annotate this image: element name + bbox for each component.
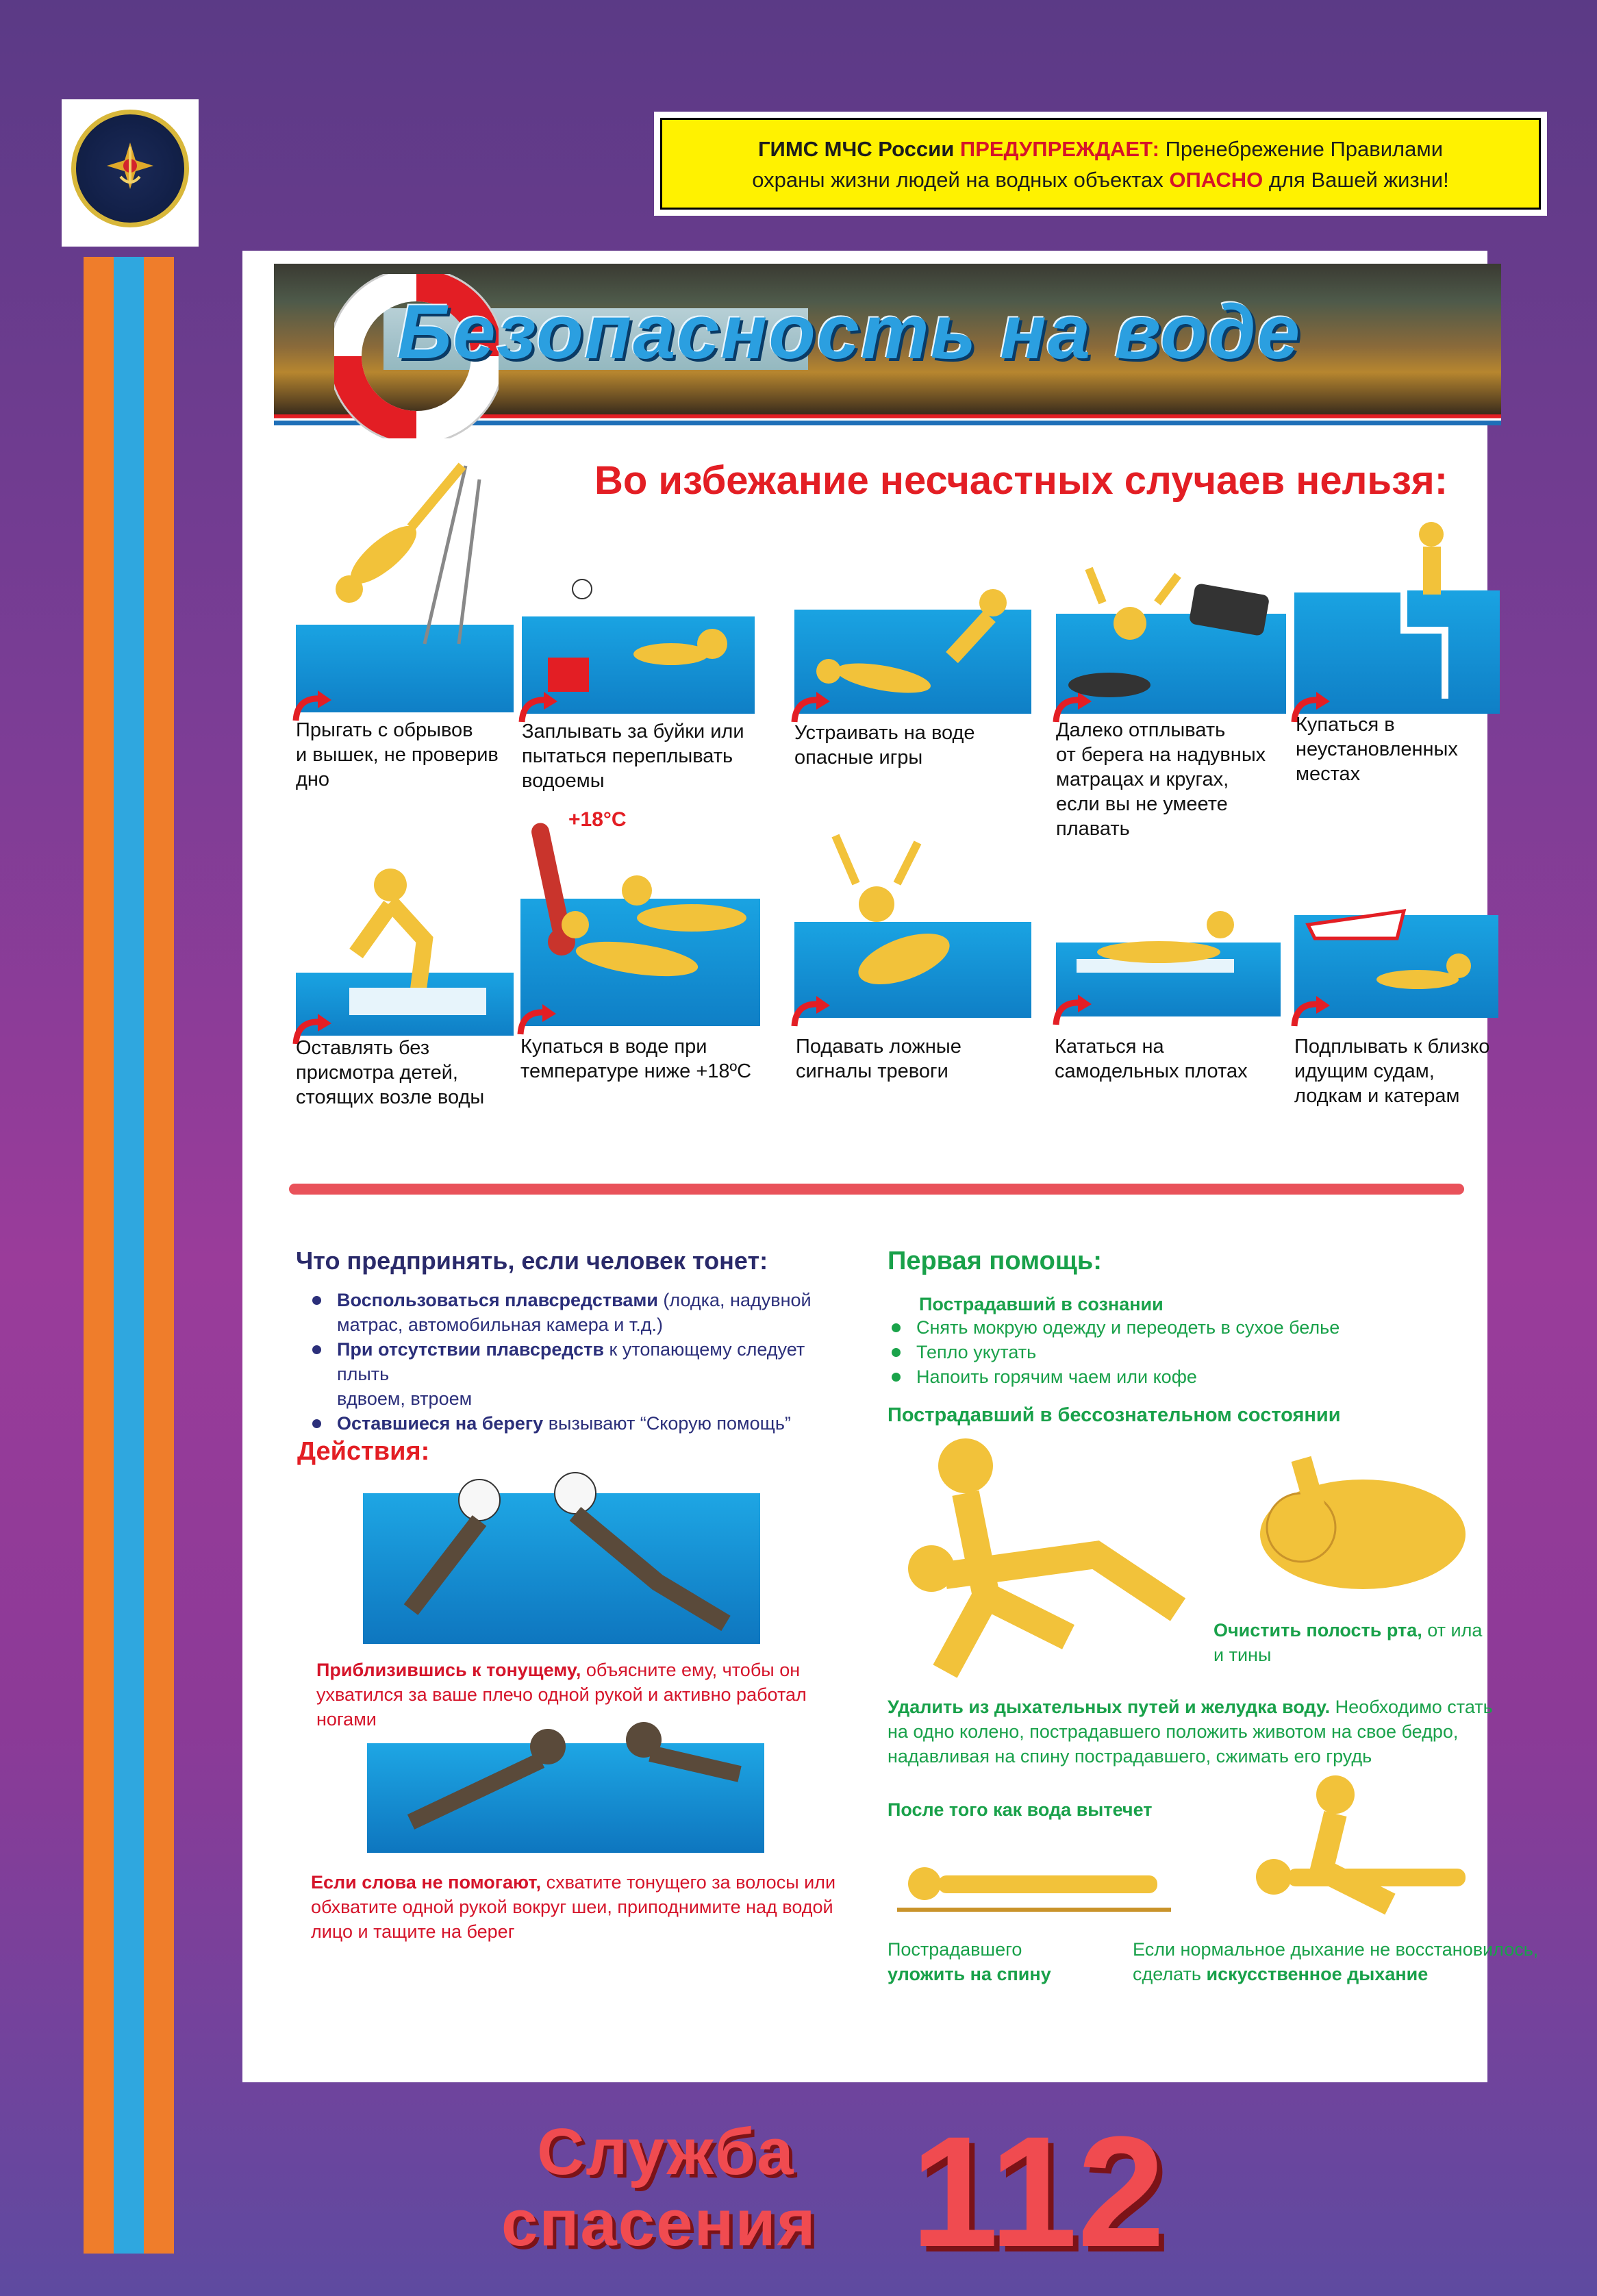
drowning-heading: Что предпринять, если человек тонет: (296, 1247, 768, 1275)
caption-row2-2: Купаться в воде при температуре ниже +18ºС (520, 1036, 752, 1082)
warning-text-2: охраны жизни людей на водных объектах (752, 168, 1164, 192)
after-water-title: После того как вода вытечет (888, 1799, 1153, 1820)
warning-danger: ОПАСНО (1169, 168, 1263, 192)
clear-mouth-icon (1226, 1432, 1500, 1617)
caption-row2-3: Подавать ложные сигналы тревоги (796, 1036, 961, 1082)
thermometer-label: +18°C (568, 808, 627, 831)
left-stripe-blue (114, 257, 144, 2254)
boat-swimmer-icon (1301, 884, 1493, 1007)
raft-swimmer-icon (1063, 904, 1282, 986)
caption-row2-4: Кататься на самодельных плотах (1055, 1036, 1248, 1082)
first-aid-heading: Первая помощь: (888, 1247, 1102, 1275)
playing-swimmers-icon (808, 575, 1027, 712)
cpr-icon (1212, 1774, 1486, 1925)
diving-figure-icon (322, 452, 500, 651)
action-step-2: Если слова не помогают, схватите тонущего за волосы или обхватите одной рукой вокруг шеи, приподнимите над водой лицо и тащите на берег (311, 1872, 836, 1942)
caption-row2-1: Оставлять без присмотра детей, стоящих возле воды (296, 1037, 485, 1108)
warning-box (660, 118, 1541, 210)
conscious-title: Пострадавший в сознании (919, 1294, 1164, 1314)
caption-row1-4: Далеко отплывать от берега на надувных матрацах и кругах, если вы не умеете плавать (1056, 719, 1266, 840)
left-stripe-orange-2 (144, 257, 174, 2254)
child-near-water-icon (342, 864, 507, 1029)
swimmer-buoy-icon (527, 562, 753, 706)
emergency-number: 112 (911, 2104, 1166, 2280)
warning-org: ГИМС МЧС России (757, 137, 955, 161)
warning-text-1: Пренебрежение Правилами (1165, 137, 1444, 161)
mattress-swimmer-icon (1061, 562, 1281, 706)
unconscious-title: Пострадавший в бессознательном состоянии (888, 1404, 1341, 1426)
cold-swimmers-icon (534, 870, 760, 1007)
clear-mouth-text: Очистить полость рта, от ила и тины (1214, 1620, 1483, 1665)
false-alarm-swimmer-icon (808, 829, 1027, 1014)
place-on-back-text: Пострадавшего уложить на спину (888, 1939, 1051, 1984)
ledge-figure-icon (1294, 521, 1500, 699)
lying-victim-icon (897, 1849, 1171, 1918)
rescue-approach-icon (370, 1445, 753, 1644)
drain-water-icon (890, 1432, 1219, 1692)
prohibitions-title: Во избежание несчастных случаев нельзя: (594, 458, 1448, 503)
banner-title: Безопасность на воде (397, 289, 1302, 375)
rescue-tow-icon (370, 1712, 760, 1849)
drowning-list (308, 1288, 856, 1436)
conscious-item: Напоить горячим чаем или кофе (888, 1364, 1435, 1389)
anchor-icon (104, 140, 156, 192)
cpr-text: Если нормальное дыхание не восстановилось, сделать искусственное дыхание (1133, 1939, 1539, 1984)
footer-service-label: Служба спасения (501, 2115, 817, 2260)
warning-text-3: для Вашей жизни! (1268, 168, 1449, 192)
red-arrow-icon (515, 1004, 559, 1038)
red-arrow-icon (1051, 995, 1094, 1029)
section-divider (289, 1184, 1464, 1195)
caption-row1-3: Устраивать на воде опасные игры (794, 722, 975, 769)
actions-heading: Действия: (297, 1437, 430, 1466)
caption-row2-5: Подплывать к близко идущим судам, лодкам и катерам (1294, 1036, 1490, 1107)
action-step-1: Приблизившись к тонущему, объясните ему, чтобы он ухватился за ваше плечо одной рукой и активно работал ногами (316, 1660, 807, 1730)
caption-row1-1: Прыгать с обрывов и вышек, не проверив дно (296, 719, 499, 790)
warning-verb: ПРЕДУПРЕЖДАЕТ: (959, 137, 1159, 161)
conscious-item: Снять мокрую одежду и переодеть в сухое белье (888, 1315, 1435, 1340)
drowning-item: Оставшиеся на берегу вызывают “Скорую помощь” (308, 1411, 856, 1436)
left-stripe-orange (84, 257, 114, 2254)
conscious-list (888, 1315, 1435, 1389)
caption-row1-2: Заплывать за буйки или пытаться переплывать водоемы (522, 721, 744, 792)
drowning-item: Воспользоваться плавсредствами (лодка, надувной матрас, автомобильная камера и т.д.) (308, 1288, 856, 1337)
airways-text: Удалить из дыхательных путей и желудка воду. Необходимо стать на одно колено, пострадавшего положить животом на свое бедро, надавливая на спину пострадавшего, сжимать его грудь (888, 1697, 1493, 1767)
conscious-item: Тепло укутать (888, 1340, 1435, 1364)
caption-row1-5: Купаться в неустановленных местах (1296, 714, 1458, 785)
drowning-item: При отсутствии плавсредств к утопающему следует плыть вдвоем, втроем (308, 1337, 856, 1411)
